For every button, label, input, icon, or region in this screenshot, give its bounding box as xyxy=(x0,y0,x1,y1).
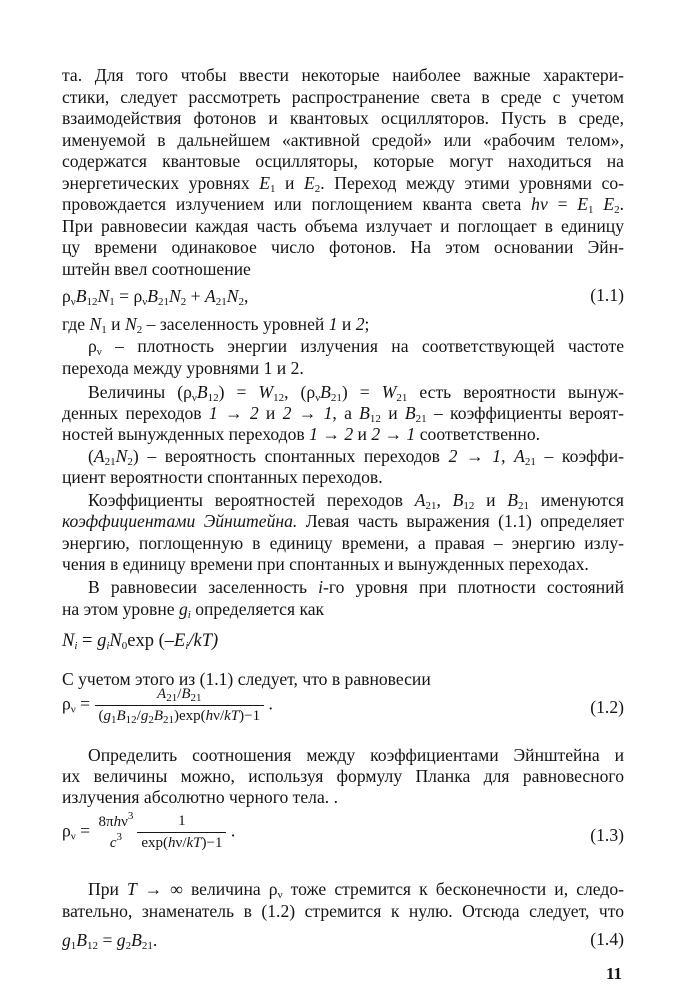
text-line: $(A_{21}N_2)$ – вероятность спонтанных переходов 2 → 1, $A_{21}$ – коэффи- xyxy=(88,446,625,468)
text-line: Величины $(\rho_\nu B_{12}) = W_{12}$, $(\rho_\nu B_{21}) = W_{21}$ есть вероятности вынуж- xyxy=(88,382,624,404)
text-line: При равновесии каждая часть объема излучает и поглощает в единицу xyxy=(62,216,624,236)
text-line: на этом уровне $g_i$ определяется как xyxy=(62,599,325,621)
equation-label: (1.2) xyxy=(590,697,624,717)
text-line: содержатся квантовые осцилляторы, которые могут находиться на xyxy=(62,151,624,171)
text-line: стики, следует рассмотреть распространение света в среде с учетом xyxy=(62,87,624,107)
equation-1-4: $g_1B_{12} = g_2B_{21}$. xyxy=(62,930,158,952)
text-line: В равновесии заселенность i-го уровня при плотности состояний xyxy=(88,577,625,597)
page-number: 11 xyxy=(605,964,622,983)
text-line: чения в единицу времени при спонтанных и вынужденных переходах. xyxy=(62,554,589,574)
text-line: Определить соотношения между коэффициентами Эйнштейна и xyxy=(88,745,624,765)
text-line: перехода между уровнями 1 и 2. xyxy=(62,358,304,378)
text-line: При T → ∞ величина $\rho_\nu$ тоже стремится к бесконечности и, следо- xyxy=(88,879,624,901)
equation-label: (1.4) xyxy=(590,929,624,949)
text-line: коэффициентами Эйнштейна. Левая часть выражения (1.1) определяет xyxy=(62,511,624,531)
text-line: ностей вынужденных переходов 1 → 2 и 2 → 1 соответственно. xyxy=(62,424,541,444)
text-line: излучения абсолютно черного тела. . xyxy=(62,787,338,807)
text-line: их величины можно, используя формулу Планка для равновесного xyxy=(62,766,624,786)
text-line: энергетических уровнях $E_1$ и $E_2$. Переход между этими уровнями со- xyxy=(62,173,624,195)
text-line: вательно, знаменатель в (1.2) стремится к нулю. Отсюда следует, что xyxy=(62,901,624,921)
equation-label: (1.1) xyxy=(590,285,624,305)
text-line: где $N_1$ и $N_2$ – заселенность уровней 1 и 2; xyxy=(62,314,370,336)
equation-1-1: $\rho_\nu B_{12}N_1 = \rho_\nu B_{21}N_2 + A_{21}N_2$, xyxy=(62,286,249,308)
text-line: провождается излучением или поглощением кванта света $h\nu = E_1$ $E_2$. xyxy=(62,194,624,216)
text-line: энергию, поглощенную в единицу времени, а правая – энергию излу- xyxy=(62,533,624,553)
equation-ni: $N_i = g_iN_0\exp$ $(-E_i/kT)$ xyxy=(62,631,219,652)
equation-1-3: $\rho_\nu$ = 8πhν$^3$ $c^3$ $\frac{1}{\exp(h\nu/kT)-1}$ . xyxy=(62,809,236,851)
text-line: С учетом этого из (1.1) следует, что в равновесии xyxy=(62,669,431,689)
equation-label: (1.3) xyxy=(590,825,624,845)
equation-1-2: $\rho_\nu$ = $\frac{A_{21}/B_{21}}{(g_1B_{12}/g_2B_{21})\exp(h\nu/kT)-1}$ . xyxy=(62,686,273,726)
text-line: денных переходов 1 → 2 и 2 → 1, а $B_{12}$ и $B_{21}$ – коэффициенты вероят- xyxy=(62,403,625,425)
text-line: штейн ввел соотношение xyxy=(62,259,251,279)
text-line: $\rho_\nu$ – плотность энергии излучения на соответствующей частоте xyxy=(88,336,624,358)
text-line: цу времени одинаковое число фотонов. На этом основании Эйн- xyxy=(62,237,624,257)
text-line: именуемой в дальнейшем «активной средой» или «рабочим телом», xyxy=(62,130,624,150)
text-line: взаимодействия фотонов и квантовых осцилляторов. Пусть в среде, xyxy=(62,108,624,128)
text-line: Коэффициенты вероятностей переходов $A_{21}$, $B_{12}$ и $B_{21}$ именуются xyxy=(88,490,625,512)
text-line: та. Для того чтобы ввести некоторые наиболее важные характери- xyxy=(62,65,624,85)
text-line: циент вероятности спонтанных переходов. xyxy=(62,467,383,487)
